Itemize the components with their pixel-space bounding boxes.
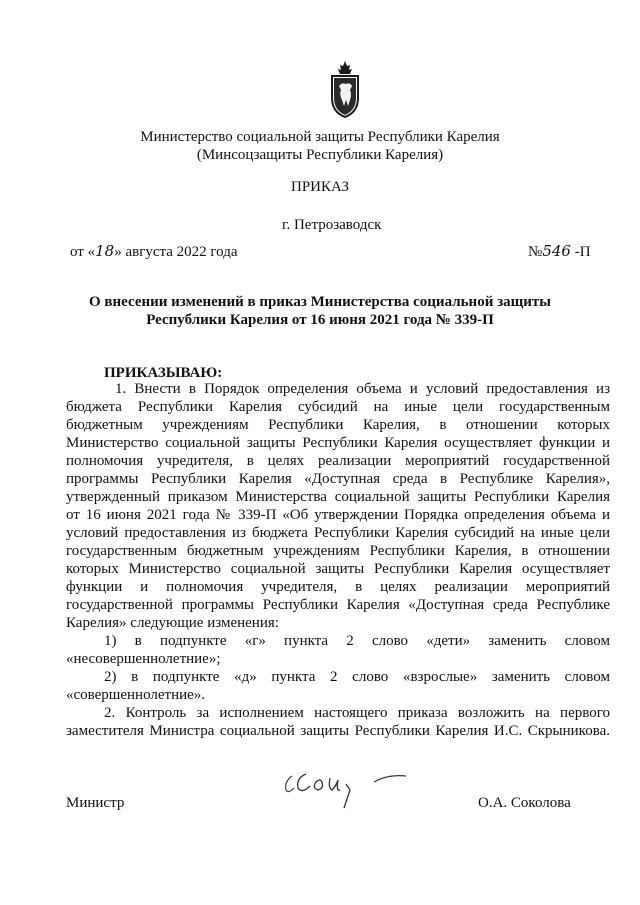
date-rest: » августа 2022 года <box>114 244 238 260</box>
body-line: государственной программы Республики Карелия «Доступная среда Республике <box>66 597 610 613</box>
body-line: утвержденный приказом Министерства социальной защиты Республики Карелия <box>66 489 610 505</box>
body-line: 2) в подпункте «д» пункта 2 слово «взрослые» заменить словом <box>104 669 610 685</box>
body-line: «совершеннолетние». <box>66 687 206 703</box>
body-line: Министерство социальной защиты Республики Карелия осуществляет функции и <box>66 435 610 451</box>
body-line: полномочия учредителя, в целях реализации мероприятий государственной <box>66 453 610 469</box>
signer-position: Министр <box>66 795 125 811</box>
body-line: государственным бюджетным учреждениям Республики Карелия, в отношении <box>66 543 610 559</box>
city: г. Петрозаводск <box>282 217 382 233</box>
date-prefix: от « <box>70 244 96 260</box>
order-word: ПРИКАЗЫВАЮ: <box>104 365 223 381</box>
body-line: функции и полномочия учредителя, в целях реализации мероприятий <box>66 579 610 595</box>
date-day: 18 <box>95 242 115 260</box>
coat-of-arms-icon <box>330 60 360 118</box>
document-number <box>528 242 591 261</box>
document-date <box>70 242 238 261</box>
body-line: программы Республики Карелия «Доступная среда в Республике Карелия», <box>66 471 610 487</box>
number-suffix: -П <box>570 244 591 260</box>
body-line: 1) в подпункте «г» пункта 2 слово «дети» заменить словом <box>104 633 610 649</box>
body-line: бюджетным учреждениям Республики Карелия, в отношении которых <box>66 417 610 433</box>
body-line: 2. Контроль за исполнением настоящего приказа возложить на первого <box>104 705 610 721</box>
body-line: от 16 июня 2021 года № 339-П «Об утверждении Порядка определения объема и <box>66 507 610 523</box>
body-line: Карелия» следующие изменения: <box>66 615 279 631</box>
body-line: 1. Внести в Порядок определения объема и условий предоставления из <box>115 381 610 397</box>
number-prefix: № <box>528 244 543 260</box>
body-line: условий предоставления из бюджета Республики Карелия субсидий на иные цели <box>66 525 610 541</box>
signer-name: О.А. Соколова <box>478 795 571 811</box>
body-line: бюджета Республики Карелия субсидий на иные цели государственным <box>66 399 610 415</box>
ministry-name: Министерство социальной защиты Республики Карелия <box>140 129 500 145</box>
document-title-line2: Республики Карелия от 16 июня 2021 года № 339-П <box>146 312 494 328</box>
ministry-short-name: (Минсоцзащиты Республики Карелия) <box>196 147 444 163</box>
body-line: которых Министерство социальной защиты Республики Карелия осуществляет <box>66 561 610 577</box>
body-line: заместителя Министра социальной защиты Республики Карелия И.С. Скрыникова. <box>66 723 610 739</box>
document-title-line1: О внесении изменений в приказ Министерства социальной защиты <box>88 294 552 310</box>
document-type: ПРИКАЗ <box>291 179 349 195</box>
body-line: «несовершеннолетние»; <box>66 651 221 667</box>
handwritten-signature <box>278 764 418 810</box>
number-value: 546 <box>542 242 571 260</box>
